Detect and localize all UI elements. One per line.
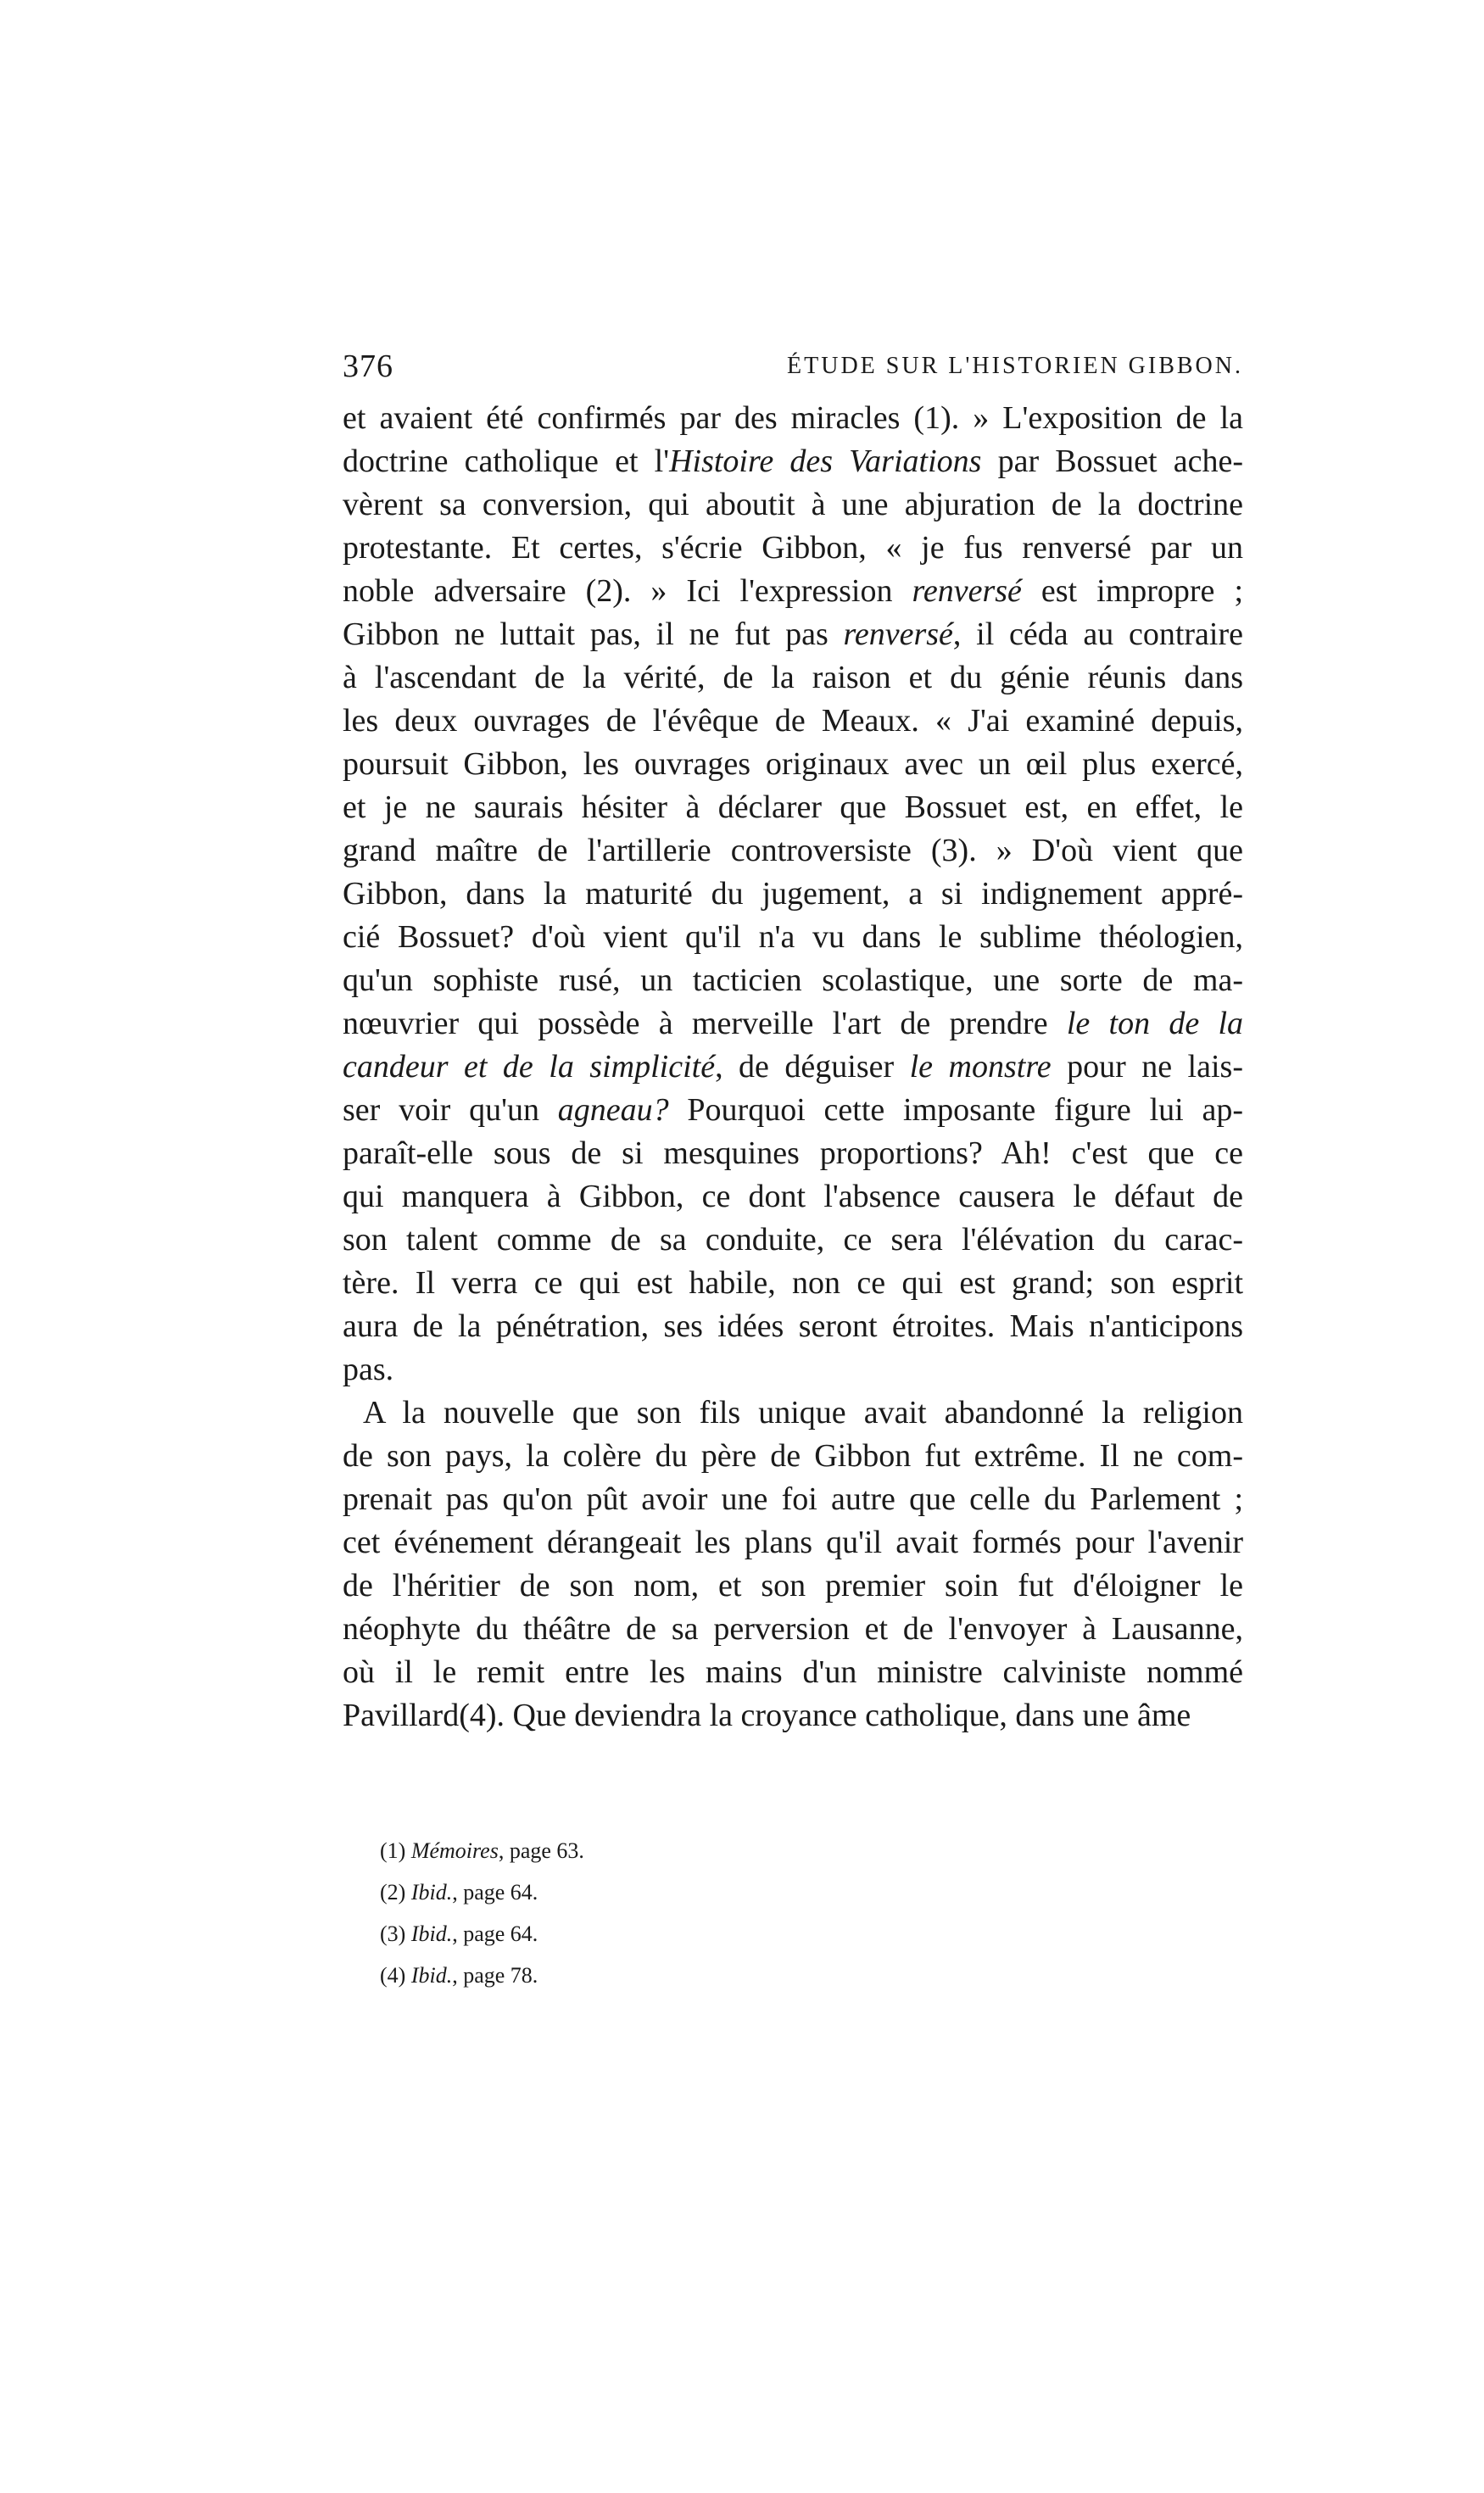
text-run: qu'un sophiste rusé, un tacticien scolastique, une sorte de ma- (343, 962, 1243, 998)
footnote (380, 1830, 584, 1871)
text-line (343, 700, 1243, 743)
footnote-marker: (2) (380, 1880, 411, 1905)
footnote-marker: (4) (380, 1963, 411, 1988)
text-run: vèrent sa conversion, qui aboutit à une abjuration de la doctrine (343, 487, 1243, 522)
text-line (343, 570, 1243, 613)
text-run: de son pays, la colère du père de Gibbon fut extrême. Il ne com- (343, 1438, 1243, 1474)
text-run: qui manquera à Gibbon, ce dont l'absence causera le défaut de (343, 1179, 1243, 1214)
text-run: Pavillard(4). Que deviendra la croyance catholique, dans une âme (343, 1698, 1191, 1733)
text-line (343, 1564, 1243, 1608)
text-run: Gibbon, dans la maturité du jugement, a si indignement appré- (343, 876, 1243, 912)
text-line (343, 483, 1243, 527)
footnote-source: Ibid. (410, 1921, 453, 1946)
text-run: cié Bossuet? d'où vient qu'il n'a vu dans le sublime théologien, (343, 919, 1243, 955)
text-run: de l'héritier de son nom, et son premier soin fut d'éloigner le (343, 1568, 1243, 1603)
text-run: A la nouvelle que son fils unique avait abandonné la religion (363, 1395, 1243, 1431)
footnote (380, 1913, 584, 1955)
text-run: aura de la pénétration, ses idées seront étroites. Mais n'anticipons (343, 1308, 1243, 1344)
text-line (343, 1608, 1243, 1651)
text-line (343, 440, 1243, 483)
text-run: Gibbon ne luttait pas, il ne fut pas (343, 616, 844, 652)
text-run: , il céda au contraire (952, 616, 1243, 652)
text-line (343, 1478, 1243, 1521)
footnote (380, 1955, 584, 1996)
text-line (343, 786, 1243, 829)
text-line (343, 1175, 1243, 1219)
text-run: pour ne lais- (1051, 1049, 1243, 1085)
page-number: 376 (343, 349, 393, 384)
text-line (343, 873, 1243, 916)
text-line (343, 1089, 1243, 1132)
footnote-page: , page 64. (452, 1880, 538, 1905)
footnote-page: , page 78. (452, 1963, 538, 1988)
text-run: et avaient été confirmés par des miracles (1). » L'exposition de la (343, 400, 1243, 436)
text-run: noble adversaire (2). » Ici l'expression (343, 573, 912, 609)
text-run: à l'ascendant de la vérité, de la raison et du génie réunis dans (343, 660, 1243, 695)
text-run: néophyte du théâtre de sa perversion et de l'envoyer à Lausanne, (343, 1611, 1243, 1647)
text-line (343, 1219, 1243, 1262)
text-line (343, 1651, 1243, 1694)
text-run: ser voir qu'un (343, 1092, 558, 1128)
text-run: tère. Il verra ce qui est habile, non ce qui est grand; son esprit (343, 1265, 1243, 1301)
text-line (343, 916, 1243, 959)
text-line (343, 613, 1243, 656)
text-run: nœuvrier qui possède à merveille l'art de prendre (343, 1006, 1067, 1041)
italic-text: candeur et de la simplicité (343, 1049, 716, 1085)
text-line (343, 656, 1243, 700)
text-run: grand maître de l'artillerie controversiste (3). » D'où vient que (343, 833, 1243, 868)
text-line (343, 829, 1243, 873)
italic-text: le ton de la (1066, 1006, 1244, 1041)
paragraph (343, 1392, 1243, 1737)
text-line (343, 1046, 1243, 1089)
footnotes (380, 1830, 584, 1996)
body-text (343, 397, 1243, 1737)
text-run: pas. (343, 1352, 394, 1387)
text-line (343, 397, 1243, 440)
text-run: Pourquoi cette imposante figure lui ap- (668, 1092, 1243, 1128)
footnote-source: Ibid. (410, 1963, 453, 1988)
text-run: par Bossuet ache- (981, 443, 1243, 479)
footnote-page: , page 63. (498, 1838, 584, 1863)
footnote-source: Ibid. (410, 1880, 453, 1905)
text-line (343, 1694, 1243, 1737)
text-line (343, 1262, 1243, 1305)
running-head: ÉTUDE SUR L'HISTORIEN GIBBON. (787, 353, 1243, 379)
italic-text: Histoire des Variations (669, 443, 982, 479)
text-run: prenait pas qu'on pût avoir une foi autre que celle du Parlement ; (343, 1481, 1243, 1517)
text-line (343, 1348, 1243, 1392)
paragraph (343, 397, 1243, 1392)
footnote-page: , page 64. (452, 1921, 538, 1946)
text-line (343, 527, 1243, 570)
text-run: doctrine catholique et l' (343, 443, 670, 479)
text-line (343, 959, 1243, 1002)
italic-text: le monstre (909, 1049, 1052, 1085)
text-run: poursuit Gibbon, les ouvrages originaux avec un œil plus exercé, (343, 746, 1243, 782)
text-line (343, 1392, 1243, 1435)
italic-text: renversé (843, 616, 953, 652)
text-line (343, 1305, 1243, 1348)
text-line (343, 1002, 1243, 1046)
footnote-marker: (3) (380, 1921, 411, 1946)
footnote-source: Mémoires (410, 1838, 499, 1863)
page-header (343, 348, 1243, 390)
text-run: les deux ouvrages de l'évêque de Meaux. « J'ai examiné depuis, (343, 703, 1243, 739)
text-run: son talent comme de sa conduite, ce sera l'élévation du carac- (343, 1222, 1243, 1258)
text-run: est impropre ; (1021, 573, 1244, 609)
italic-text: agneau? (557, 1092, 669, 1128)
text-run: paraît-elle sous de si mesquines proportions? Ah! c'est que ce (343, 1135, 1243, 1171)
text-line (343, 743, 1243, 786)
text-run: cet événement dérangeait les plans qu'il avait formés pour l'avenir (343, 1525, 1243, 1560)
footnote (380, 1871, 584, 1913)
text-run: protestante. Et certes, s'écrie Gibbon, « je fus renversé par un (343, 530, 1243, 566)
italic-text: renversé (912, 573, 1022, 609)
footnote-marker: (1) (380, 1838, 411, 1863)
text-line (343, 1435, 1243, 1478)
text-run: et je ne saurais hésiter à déclarer que Bossuet est, en effet, le (343, 789, 1243, 825)
text-line (343, 1521, 1243, 1564)
text-run: où il le remit entre les mains d'un ministre calviniste nommé (343, 1654, 1243, 1690)
text-line (343, 1132, 1243, 1175)
text-run: , de déguiser (715, 1049, 910, 1085)
